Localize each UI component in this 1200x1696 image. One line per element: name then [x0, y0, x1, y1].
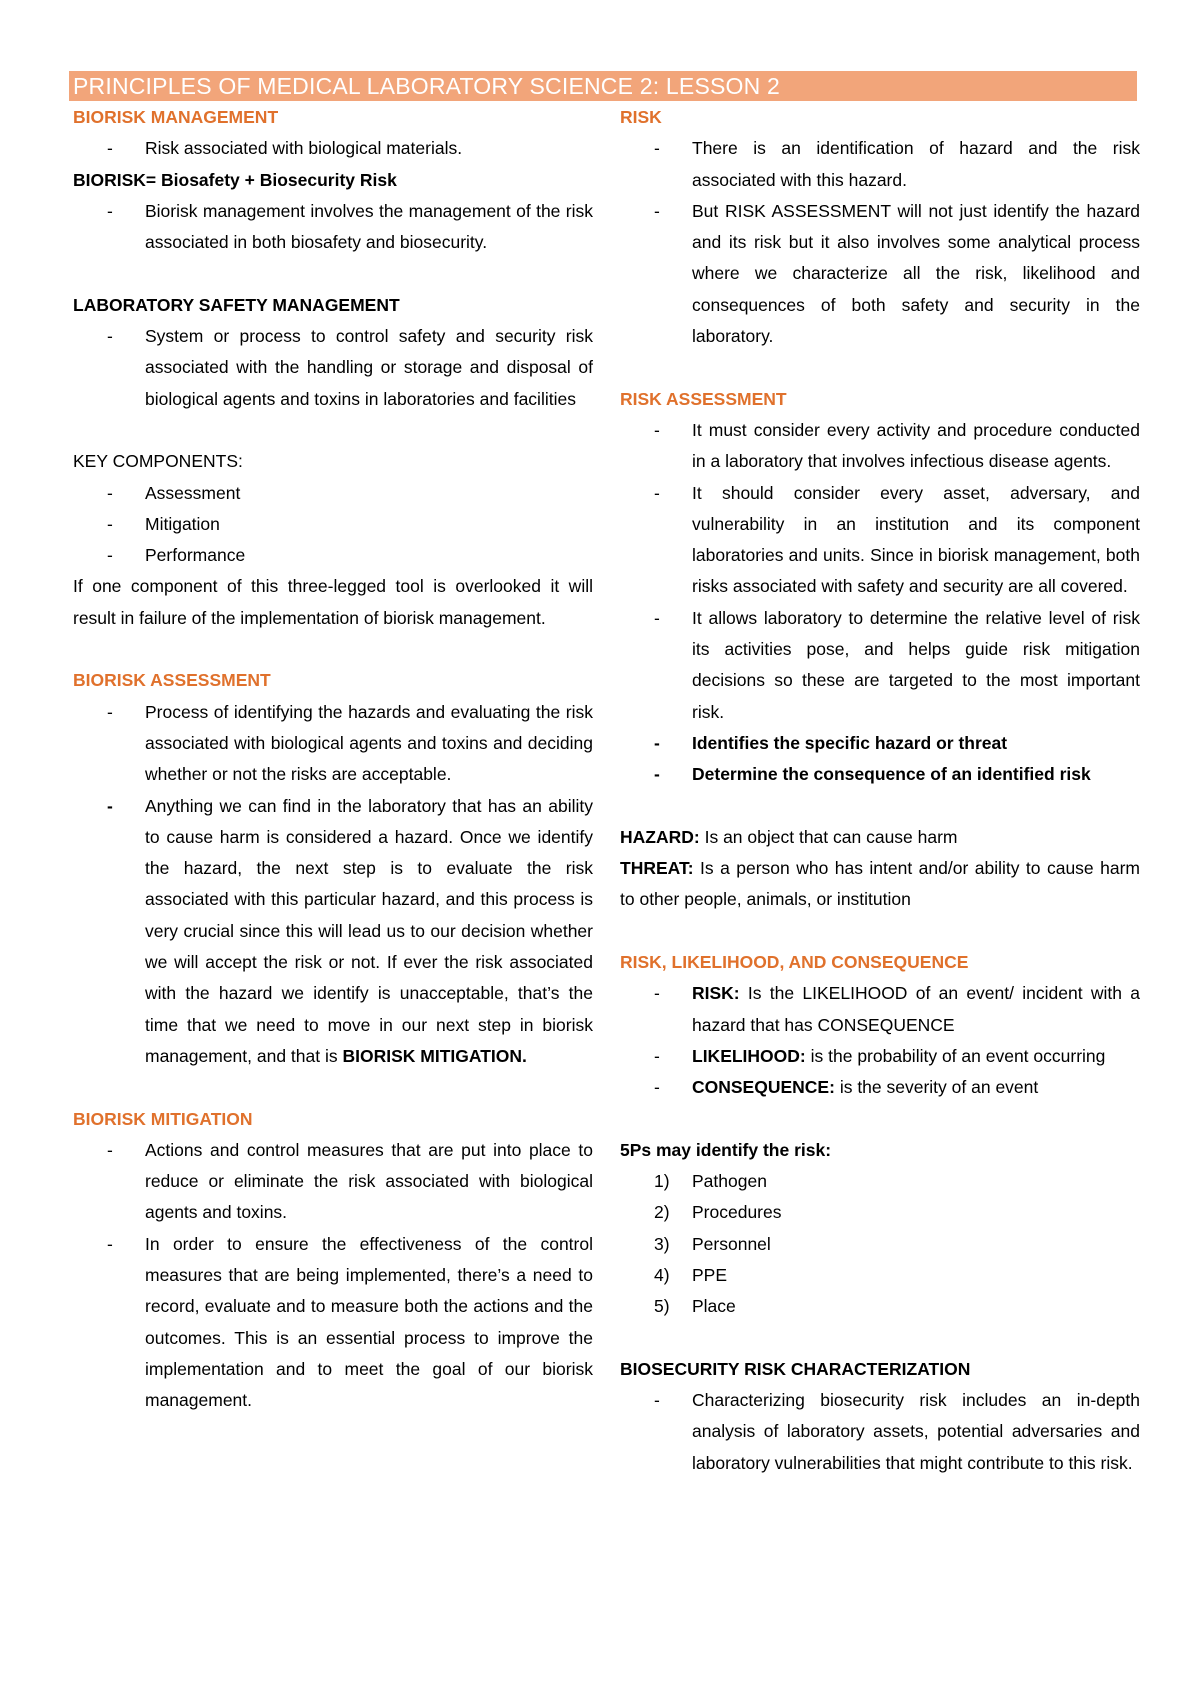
heading-five-ps: 5Ps may identify the risk: [620, 1139, 832, 1160]
document-title-banner: PRINCIPLES OF MEDICAL LABORATORY SCIENCE 2: LESSON 2 [69, 71, 1137, 101]
bullet-dash: - [654, 482, 660, 503]
bullet-dash: - [107, 1233, 113, 1254]
bullet-dash: - [107, 326, 113, 347]
biorisk-formula: BIORISK= Biosafety + Biosecurity Risk [73, 169, 397, 190]
numbered-item: 2) Procedures [654, 1202, 782, 1223]
bullet-dash: - [107, 482, 113, 503]
bullet-dash: - [107, 138, 113, 159]
bullet-dash: - [654, 1045, 660, 1066]
bullet-dash: - [654, 138, 660, 159]
heading-risk-likelihood-consequence: RISK, LIKELIHOOD, AND CONSEQUENCE [620, 952, 969, 973]
right-column [620, 102, 1140, 1479]
list-item: - Assessment [73, 478, 593, 509]
list-item: - Process of identifying the hazards and evaluating the risk associated with biological agents and toxins and deciding whether or not the risks are acceptable. [73, 697, 593, 791]
list-item: - LIKELIHOOD: is the probability of an event occurring [620, 1041, 1140, 1072]
list-item: - There is an identification of hazard and the risk associated with this hazard. [620, 133, 1140, 196]
bullet-dash: - [654, 419, 660, 440]
definition-threat: THREAT: Is a person who has intent and/or ability to cause harm to other people, animals, or institution [620, 858, 1140, 910]
list-item: - Identifies the specific hazard or threat [620, 728, 1140, 759]
list-item: - It must consider every activity and procedure conducted in a laboratory that involves infectious disease agents. [620, 415, 1140, 478]
heading-lab-safety-management: LABORATORY SAFETY MANAGEMENT [73, 294, 400, 315]
list-item: - Risk associated with biological materials. [73, 133, 593, 164]
biorisk-mitigation-emphasis: BIORISK MITIGATION. [342, 1045, 527, 1066]
list-item: - System or process to control safety and security risk associated with the handling or storage and disposal of biological agents and toxins in laboratories and facilities [73, 321, 593, 415]
list-item: - Characterizing biosecurity risk includes an in-depth analysis of laboratory assets, potential adversaries and laboratory vulnerabilities that might contribute to this risk. [620, 1385, 1140, 1479]
list-item: - Mitigation [73, 509, 593, 540]
heading-biorisk-management: BIORISK MANAGEMENT [73, 107, 279, 127]
bullet-dash: - [654, 1077, 660, 1098]
bullet-dash: - [107, 200, 113, 221]
bullet-dash: - [107, 795, 113, 816]
heading-key-components: KEY COMPONENTS: [73, 451, 243, 472]
list-item: - RISK: Is the LIKELIHOOD of an event/ incident with a hazard that has CONSEQUENCE [620, 978, 1140, 1041]
left-column [73, 102, 593, 1416]
bullet-dash: - [654, 200, 660, 221]
numbered-item: 5) Place [654, 1296, 736, 1317]
list-item: - It allows laboratory to determine the relative level of risk its activities pose, and helps guide risk mitigation decisions so these are targeted to the most important risk. [620, 603, 1140, 728]
list-item: - Actions and control measures that are put into place to reduce or eliminate the risk associated with biological agents and toxins. [73, 1135, 593, 1229]
list-item: - CONSEQUENCE: is the severity of an event [620, 1072, 1140, 1103]
heading-risk: RISK [620, 107, 662, 127]
list-item: - But RISK ASSESSMENT will not just identify the hazard and its risk but it also involves some analytical process where we characterize all the risk, likelihood and consequences of both safety and security in the laboratory. [620, 196, 1140, 352]
list-item: - Performance [73, 540, 593, 571]
bullet-dash: - [107, 545, 113, 566]
list-item: - Determine the consequence of an identified risk [620, 759, 1140, 790]
bullet-dash: - [654, 607, 660, 628]
numbered-item: 3) Personnel [654, 1233, 771, 1254]
bullet-dash: - [654, 764, 660, 785]
list-item: - Biorisk management involves the management of the risk associated in both biosafety and biosecurity. [73, 196, 593, 259]
key-components-note: If one component of this three-legged tool is overlooked it will result in failure of the implementation of biorisk management. [73, 576, 593, 628]
heading-biorisk-mitigation: BIORISK MITIGATION [73, 1108, 253, 1129]
heading-risk-assessment: RISK ASSESSMENT [620, 388, 787, 409]
list-item: - It should consider every asset, adversary, and vulnerability in an institution and its component laboratories and units. Since in biorisk management, both risks associated with safety and security are all covered. [620, 478, 1140, 603]
list-item: - In order to ensure the effectiveness of the control measures that are being implemented, there’s a need to record, evaluate and to measure both the actions and the outcomes. This is an essential process to improve the implementation and to meet the goal of our biorisk management. [73, 1229, 593, 1417]
bullet-dash: - [107, 1139, 113, 1160]
heading-biosecurity-risk: BIOSECURITY RISK CHARACTERIZATION [620, 1358, 971, 1379]
numbered-item: 4) PPE [654, 1264, 728, 1285]
bullet-dash: - [107, 513, 113, 534]
list-item: - Anything we can find in the laboratory that has an ability to cause harm is considered a hazard. Once we identify the hazard, the next step is to evaluate the risk associated with this particular hazard, and this process is very crucial since this will lead us to our decision whether we will accept the risk or not. If ever the risk associated with the hazard we identify is unacceptable, that’s the time that we need to move in our next step in biorisk management, and that is BIORISK MITIGATION. [73, 791, 593, 1073]
definition-hazard: HAZARD: Is an object that can cause harm [620, 826, 958, 847]
bullet-dash: - [654, 1390, 660, 1411]
bullet-dash: - [654, 732, 660, 753]
bullet-dash: - [654, 983, 660, 1004]
heading-biorisk-assessment: BIORISK ASSESSMENT [73, 670, 271, 691]
bullet-dash: - [107, 701, 113, 722]
numbered-item: 1) Pathogen [654, 1171, 767, 1192]
